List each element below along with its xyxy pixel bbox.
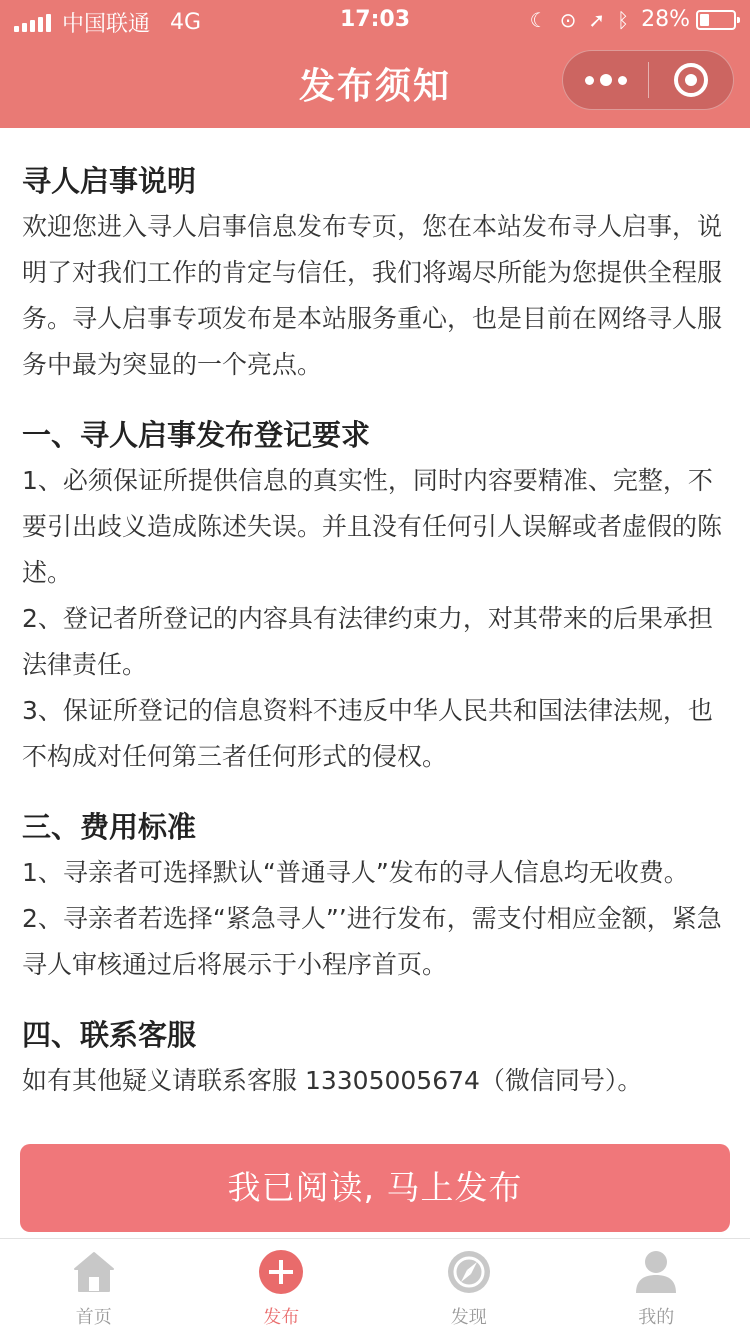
section-title: 寻人启事说明 (22, 164, 197, 198)
notice-content (22, 158, 732, 1128)
tab-label: 发布 (263, 1307, 300, 1328)
tab-publish[interactable] (188, 1239, 376, 1334)
carrier-name: 中国联通 (62, 12, 151, 37)
status-bar (0, 0, 750, 40)
tab-bar (0, 1238, 750, 1334)
section-paragraph: 3、保证所登记的信息资料不违反中华人民共和国法律法规，也不构成对任何第三者任何形式的侵权。 (22, 696, 713, 771)
status-right (518, 7, 736, 32)
more-dot-icon (600, 74, 612, 86)
tab-mine[interactable] (563, 1239, 750, 1334)
section-paragraph: 1、寻亲者可选择默认“普通寻人”发布的寻人信息均无收费。 (22, 858, 689, 887)
header (0, 0, 750, 128)
rotation-lock-icon: ⊙ (559, 7, 577, 32)
battery-fill (700, 14, 709, 26)
more-dot-icon (618, 76, 627, 85)
more-button[interactable] (563, 51, 648, 109)
tab-label: 发现 (450, 1307, 487, 1328)
network-type: 4G (170, 10, 202, 35)
compass-icon (446, 1249, 492, 1295)
bluetooth-icon: ᛒ (617, 7, 630, 32)
section-paragraph: 如有其他疑义请联系客服 13305005674（微信同号）。 (22, 1066, 643, 1095)
tab-home[interactable] (0, 1239, 188, 1334)
section-paragraph: 2、寻亲者若选择“紧急寻人”’进行发布，需支付相应金额，紧急寻人审核通过后将展示于小程序首页。 (22, 904, 722, 979)
section-contact (22, 1012, 732, 1104)
plus-circle-icon (258, 1249, 304, 1295)
user-icon (633, 1249, 679, 1295)
home-icon (71, 1249, 117, 1295)
tab-label: 我的 (638, 1307, 675, 1328)
section-fees (22, 804, 732, 988)
close-target-icon (674, 63, 708, 97)
section-title: 四、联系客服 (22, 1018, 197, 1052)
section-intro (22, 158, 732, 388)
section-paragraph: 2、登记者所登记的内容具有法律约束力，对其带来的后果承担法律责任。 (22, 604, 713, 679)
status-time: 17:03 (339, 7, 411, 32)
section-paragraph: 1、必须保证所提供信息的真实性，同时内容要精准、完整，不要引出歧义造成陈述失误。并且没有任何引人误解或者虚假的陈述。 (22, 466, 723, 587)
section-title: 一、寻人启事发布登记要求 (22, 418, 371, 452)
tab-label: 首页 (75, 1307, 112, 1328)
page-title: 发布须知 (298, 66, 451, 107)
section-paragraph: 欢迎您进入寻人启事信息发布专页，您在本站发布寻人启事，说明了对我们工作的肯定与信任，我们将竭尽所能为您提供全程服务。寻人启事专项发布是本站服务重心，也是目前在网络寻人服务中最为突显的一个亮点。 (22, 212, 723, 379)
tab-discover[interactable] (375, 1239, 563, 1334)
section-requirements (22, 412, 732, 780)
moon-icon: ☾ (529, 7, 548, 32)
battery-icon (696, 10, 736, 30)
close-button[interactable] (649, 51, 733, 109)
location-icon: ➚ (588, 7, 606, 32)
mini-program-capsule (562, 50, 734, 110)
battery-percent: 28% (641, 7, 690, 32)
read-and-publish-button[interactable]: 我已阅读, 马上发布 (20, 1144, 730, 1232)
more-dot-icon (585, 76, 594, 85)
section-title: 三、费用标准 (22, 810, 197, 844)
